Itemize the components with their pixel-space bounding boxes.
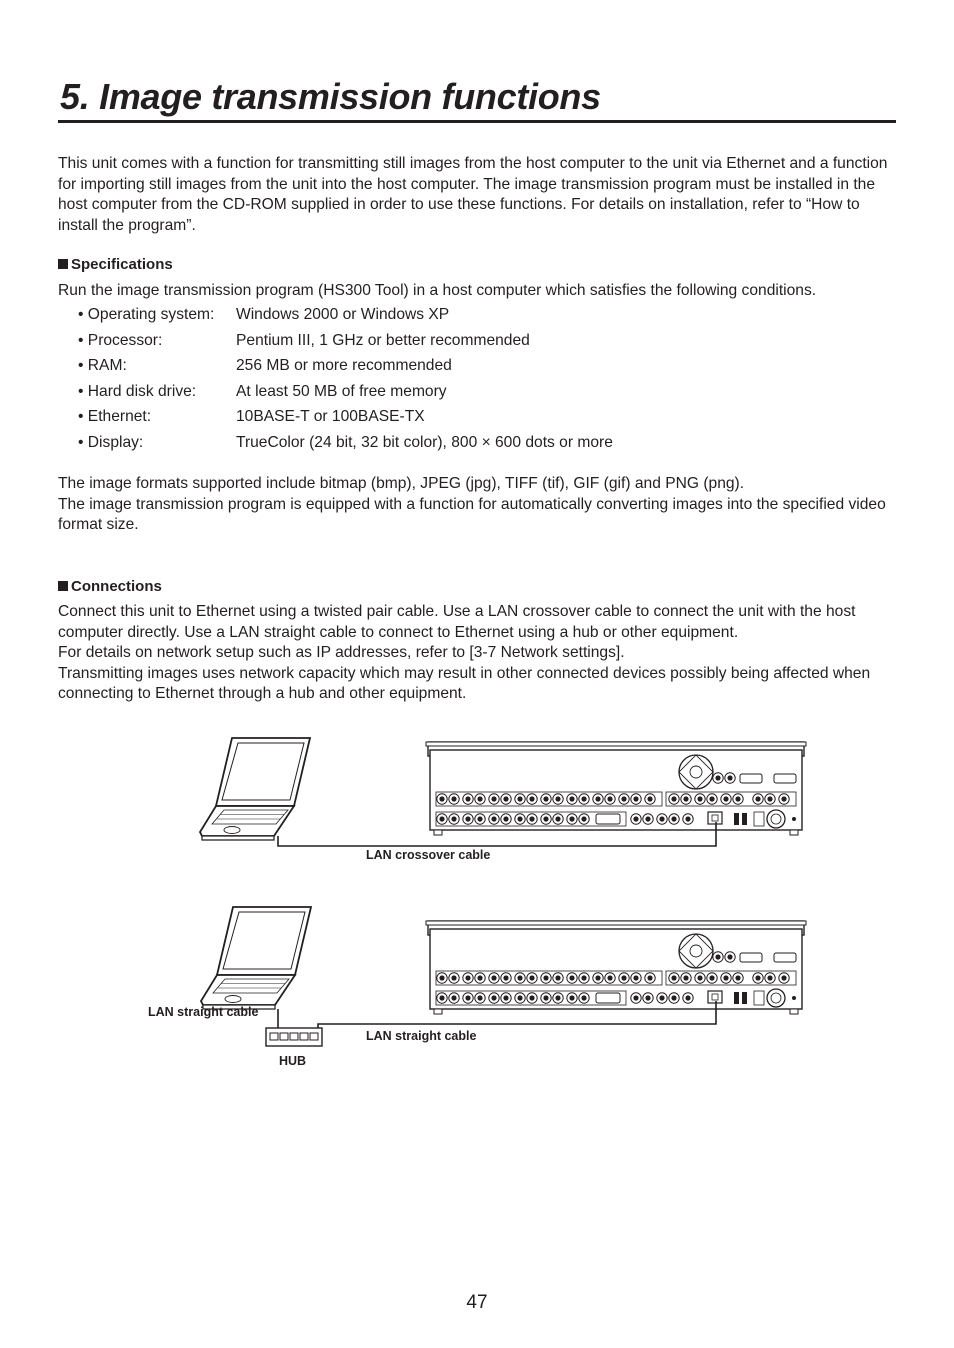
laptop-computer-icon: [200, 738, 310, 840]
spec-label: • Hard disk drive:: [78, 382, 197, 400]
page-number: 47: [466, 1292, 488, 1313]
spec-label: • Processor:: [78, 331, 163, 349]
conversion-line: The image transmission program is equipped with a function for automatically converting images into the specified video format size.: [58, 495, 886, 533]
page-title: 5. Image transmission functions: [60, 76, 601, 117]
connections-line: Transmitting images uses network capacity which may result in other connected devices possibly being affected when connecting to Ethernet through a hub and other equipment.: [58, 664, 871, 702]
spec-value: At least 50 MB of free memory: [236, 382, 447, 400]
spec-label: • RAM:: [78, 357, 127, 375]
intro-paragraph: This unit comes with a function for transmitting still images from the host computer to the unit via Ethernet and a function for importing still images from the unit into the host computer. The image transmission program must be installed in the host computer from the CD-ROM supplied in order to use these functions. For details on installation, refer to “How to install the program”.: [58, 155, 888, 234]
connections-line: For details on network setup such as IP addresses, refer to [3-7 Network settings].: [58, 644, 625, 661]
specifications-heading: Specifications: [58, 256, 173, 273]
lan-straight-cable-label: LAN straight cable: [148, 1005, 259, 1019]
lan-straight-cable-label: LAN straight cable: [366, 1029, 477, 1043]
hub-label: HUB: [279, 1054, 307, 1068]
spec-value: TrueColor (24 bit, 32 bit color), 800 × 600 dots or more: [236, 433, 613, 451]
switcher-rear-panel-icon: [426, 921, 806, 1014]
connections-heading: Connections: [58, 578, 162, 595]
spec-label: • Ethernet:: [78, 408, 152, 426]
hub-icon: [266, 1028, 322, 1046]
lan-crossover-cable-label: LAN crossover cable: [366, 848, 491, 862]
spec-label: • Operating system:: [78, 306, 215, 323]
spec-value: 256 MB or more recommended: [236, 357, 452, 375]
switcher-rear-panel-icon: [426, 742, 806, 835]
spec-label: • Display:: [78, 433, 144, 451]
specifications-lead: Run the image transmission program (HS300 Tool) in a host computer which satisfies the following conditions.: [58, 282, 817, 299]
spec-value: Windows 2000 or Windows XP: [236, 306, 450, 323]
laptop-computer-icon: [201, 907, 311, 1009]
connections-line: Connect this unit to Ethernet using a twisted pair cable. Use a LAN crossover cable to connect the unit with the host computer directly. Use a LAN straight cable to connect to Ethernet using a hub or other equipment.: [58, 603, 856, 641]
spec-value: Pentium III, 1 GHz or better recommended: [236, 331, 530, 349]
spec-value: 10BASE-T or 100BASE-TX: [236, 408, 425, 426]
formats-line: The image formats supported include bitmap (bmp), JPEG (jpg), TIFF (tif), GIF (gif) and PNG (png).: [58, 475, 745, 492]
